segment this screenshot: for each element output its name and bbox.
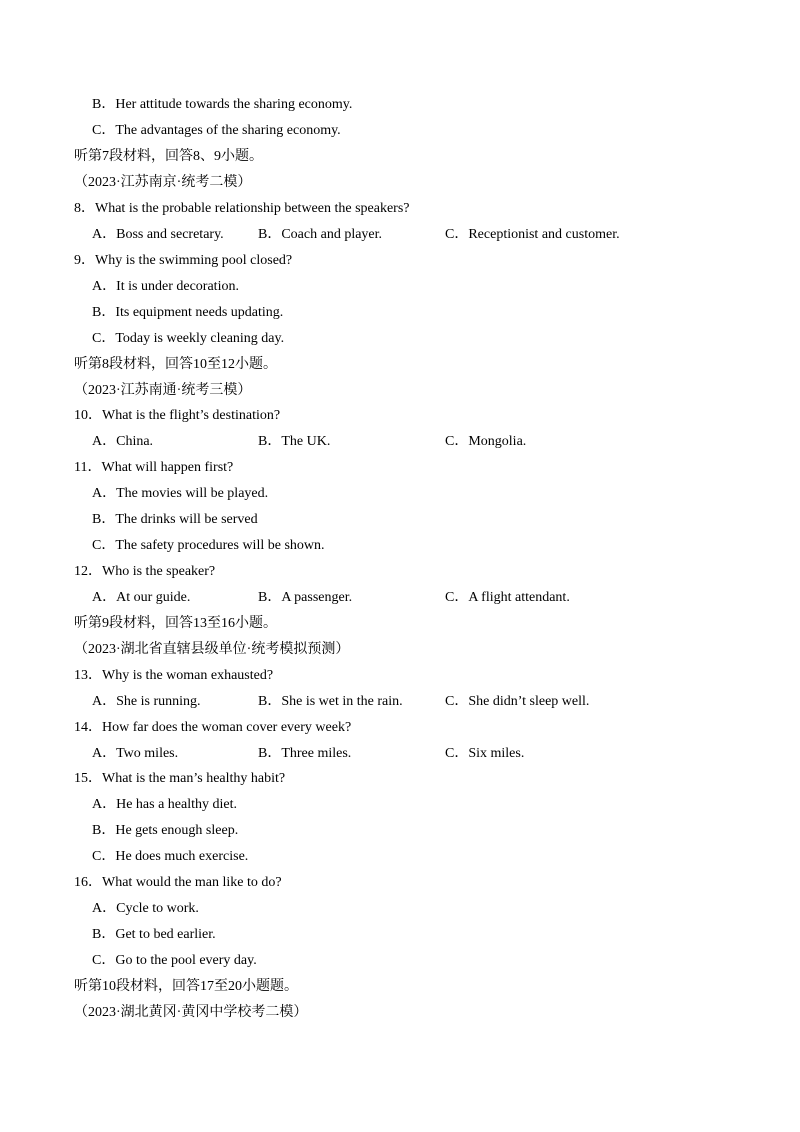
- question-stem: 15．What is the man’s healthy habit?: [74, 771, 286, 786]
- option-c: C．He does much exercise.: [92, 849, 249, 864]
- option-b: B．Three miles.: [258, 746, 352, 761]
- source-note: （2023·湖北省直辖县级单位·统考模拟预测）: [74, 642, 350, 657]
- option-c: C．Mongolia.: [445, 434, 527, 449]
- option-b: B．She is wet in the rain.: [258, 694, 403, 709]
- option-a: A．He has a healthy diet.: [92, 797, 238, 812]
- section-heading: 听第10段材料，回答17至20小题题。: [74, 979, 298, 994]
- option-c: C．A flight attendant.: [445, 590, 570, 605]
- option-c: C．The safety procedures will be shown.: [92, 538, 325, 553]
- option-c: C．Go to the pool every day.: [92, 953, 257, 968]
- option-b: B．He gets enough sleep.: [92, 823, 239, 838]
- question-stem: 11．What will happen first?: [74, 460, 234, 475]
- option-b: B．Coach and player.: [258, 227, 383, 242]
- option-b: B．A passenger.: [258, 590, 353, 605]
- option-c: C．Today is weekly cleaning day.: [92, 331, 285, 346]
- option-a: A．Two miles.: [92, 746, 179, 761]
- option-b: B．Her attitude towards the sharing economy.: [92, 97, 353, 112]
- option-b: B．The UK.: [258, 434, 331, 449]
- option-b: B．Get to bed earlier.: [92, 927, 216, 942]
- option-a: A．The movies will be played.: [92, 486, 269, 501]
- option-b: B．The drinks will be served: [92, 512, 258, 527]
- source-note: （2023·江苏南通·统考三模）: [74, 383, 252, 398]
- question-stem: 10．What is the flight’s destination?: [74, 408, 281, 423]
- option-a: A．At our guide.: [92, 590, 191, 605]
- option-b: B．Its equipment needs updating.: [92, 305, 284, 320]
- question-stem: 9．Why is the swimming pool closed?: [74, 253, 293, 268]
- source-note: （2023·江苏南京·统考二模）: [74, 175, 252, 190]
- question-stem: 12．Who is the speaker?: [74, 564, 216, 579]
- option-a: A．Boss and secretary.: [92, 227, 224, 242]
- question-stem: 8．What is the probable relationship between the speakers?: [74, 201, 410, 216]
- option-a: A．She is running.: [92, 694, 201, 709]
- option-c: C．Six miles.: [445, 746, 525, 761]
- section-heading: 听第8段材料，回答10至12小题。: [74, 357, 277, 372]
- question-stem: 16．What would the man like to do?: [74, 875, 282, 890]
- option-a: A．China.: [92, 434, 154, 449]
- question-stem: 13．Why is the woman exhausted?: [74, 668, 274, 683]
- option-c: C．Receptionist and customer.: [445, 227, 620, 242]
- option-c: C．The advantages of the sharing economy.: [92, 123, 341, 138]
- question-stem: 14．How far does the woman cover every week?: [74, 720, 352, 735]
- option-a: A．Cycle to work.: [92, 901, 199, 916]
- section-heading: 听第9段材料，回答13至16小题。: [74, 616, 277, 631]
- option-a: A．It is under decoration.: [92, 279, 239, 294]
- source-note: （2023·湖北黄冈·黄冈中学校考二模）: [74, 1005, 308, 1020]
- option-c: C．She didn’t sleep well.: [445, 694, 590, 709]
- section-heading: 听第7段材料，回答8、9小题。: [74, 149, 263, 164]
